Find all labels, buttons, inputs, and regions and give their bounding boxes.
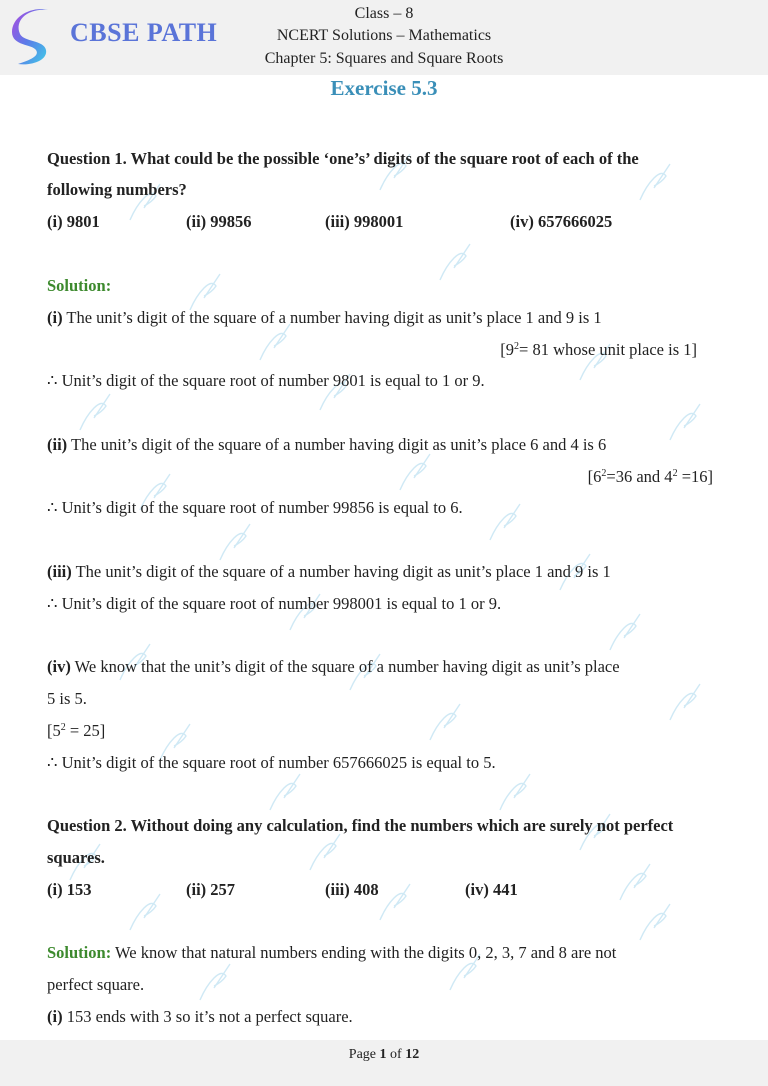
- watermark-icon: [80, 394, 110, 430]
- solution-2-i: [47, 1007, 353, 1027]
- solution-ii-conclusion: ∴ Unit’s digit of the square root of number 99856 is equal to 6.: [47, 498, 463, 517]
- superscript: 2: [672, 468, 678, 479]
- solution-i: [47, 308, 602, 328]
- solution-iv-conclusion: ∴ Unit’s digit of the square root of number 657666025 is equal to 5.: [47, 753, 496, 772]
- header-subject: NCERT Solutions – Mathematics: [276, 27, 492, 44]
- exercise-title: Exercise 5.3: [330, 76, 438, 100]
- q1-option: (ii) 99856: [186, 212, 252, 231]
- cbse-path-logo-icon: [10, 6, 60, 68]
- part-label: (i): [47, 308, 63, 327]
- page-number: [0, 1047, 768, 1063]
- solution-2-cont: perfect square.: [47, 975, 145, 994]
- text: The unit’s digit of the square of a number having digit as unit’s place 1 and 9 is 1: [62, 308, 602, 327]
- watermark-icon: [610, 614, 640, 650]
- superscript: 2: [60, 722, 66, 733]
- solution-label: Solution:: [47, 276, 112, 295]
- watermark-icon: [260, 324, 290, 360]
- page-header: [0, 0, 768, 75]
- watermark-icon: [130, 894, 160, 930]
- question-1-text-cont: following numbers?: [47, 180, 187, 199]
- watermark-icon: [430, 704, 460, 740]
- q1-option: (i) 9801: [47, 212, 100, 231]
- text: 153 ends with 3 so it’s not a perfect square.: [62, 1007, 353, 1026]
- text: [6: [587, 467, 602, 486]
- brand-name: CBSE PATH: [70, 18, 218, 47]
- solution-label: Solution:: [47, 943, 112, 962]
- solution-iii-conclusion: ∴ Unit’s digit of the square root of number 998001 is equal to 1 or 9.: [47, 594, 502, 613]
- watermark-icon: [670, 404, 700, 440]
- question-2-text-cont: squares.: [47, 848, 105, 867]
- text: We know that natural numbers ending with the digits 0, 2, 3, 7 and 8 are not: [111, 943, 617, 962]
- text: =36 and 4: [606, 467, 673, 486]
- solution-ii: [47, 435, 606, 455]
- watermark-icon: [400, 454, 430, 490]
- watermark-icon: [640, 904, 670, 940]
- text: =16]: [677, 467, 713, 486]
- text: = 81 whose unit place is 1]: [519, 340, 697, 359]
- watermark-icon: [490, 504, 520, 540]
- watermark-icon: [200, 964, 230, 1000]
- question-2-text: Question 2. Without doing any calculation, find the numbers which are surely not perfect: [47, 816, 674, 835]
- total-pages: 12: [405, 1047, 420, 1062]
- solution-ii-note: [588, 467, 713, 487]
- watermark-icon: [620, 864, 650, 900]
- part-label: (iii): [47, 562, 72, 581]
- q2-option: (iv) 441: [465, 880, 518, 899]
- q2-option: (i) 153: [47, 880, 92, 899]
- watermark-icon: [440, 244, 470, 280]
- watermark-icon: [500, 774, 530, 810]
- text: The unit’s digit of the square of a number having digit as unit’s place 6 and 4 is 6: [67, 435, 607, 454]
- watermark-icon: [190, 274, 220, 310]
- watermark-icon: [380, 884, 410, 920]
- superscript: 2: [601, 468, 607, 479]
- solution-iv: [47, 657, 620, 677]
- text: of: [386, 1047, 406, 1062]
- q2-option: (ii) 257: [186, 880, 236, 899]
- part-label: (ii): [47, 435, 68, 454]
- watermark-icon: [310, 834, 340, 870]
- current-page: 1: [379, 1047, 387, 1062]
- header-chapter: Chapter 5: Squares and Square Roots: [264, 50, 504, 67]
- text: = 25]: [65, 721, 106, 740]
- watermark-icon: [640, 164, 670, 200]
- superscript: 2: [514, 341, 520, 352]
- part-label: (iv): [47, 657, 71, 676]
- solution-i-conclusion: ∴ Unit’s digit of the square root of number 9801 is equal to 1 or 9.: [47, 371, 485, 390]
- solution-iii: [47, 562, 611, 582]
- watermark-icon: [220, 524, 250, 560]
- part-label: (i): [47, 1007, 63, 1026]
- text: We know that the unit’s digit of the square of a number having digit as unit’s place: [70, 657, 620, 676]
- solution-i-note: [500, 340, 697, 360]
- solution-iv-cont: 5 is 5.: [47, 689, 87, 708]
- text: Page: [348, 1047, 380, 1062]
- text: The unit’s digit of the square of a number having digit as unit’s place 1 and 9 is 1: [71, 562, 611, 581]
- q2-option: (iii) 408: [325, 880, 379, 899]
- text: [9: [500, 340, 515, 359]
- solution-iv-note: [47, 721, 105, 741]
- q1-option: (iv) 657666025: [510, 212, 613, 231]
- header-class: Class – 8: [354, 5, 414, 22]
- watermark-icon: [270, 774, 300, 810]
- q1-option: (iii) 998001: [325, 212, 404, 231]
- watermark-icon: [670, 684, 700, 720]
- question-1-text: Question 1. What could be the possible ‘one’s’ digits of the square root of each of the: [47, 149, 639, 168]
- text: [5: [47, 721, 61, 740]
- solution-2: [47, 943, 616, 963]
